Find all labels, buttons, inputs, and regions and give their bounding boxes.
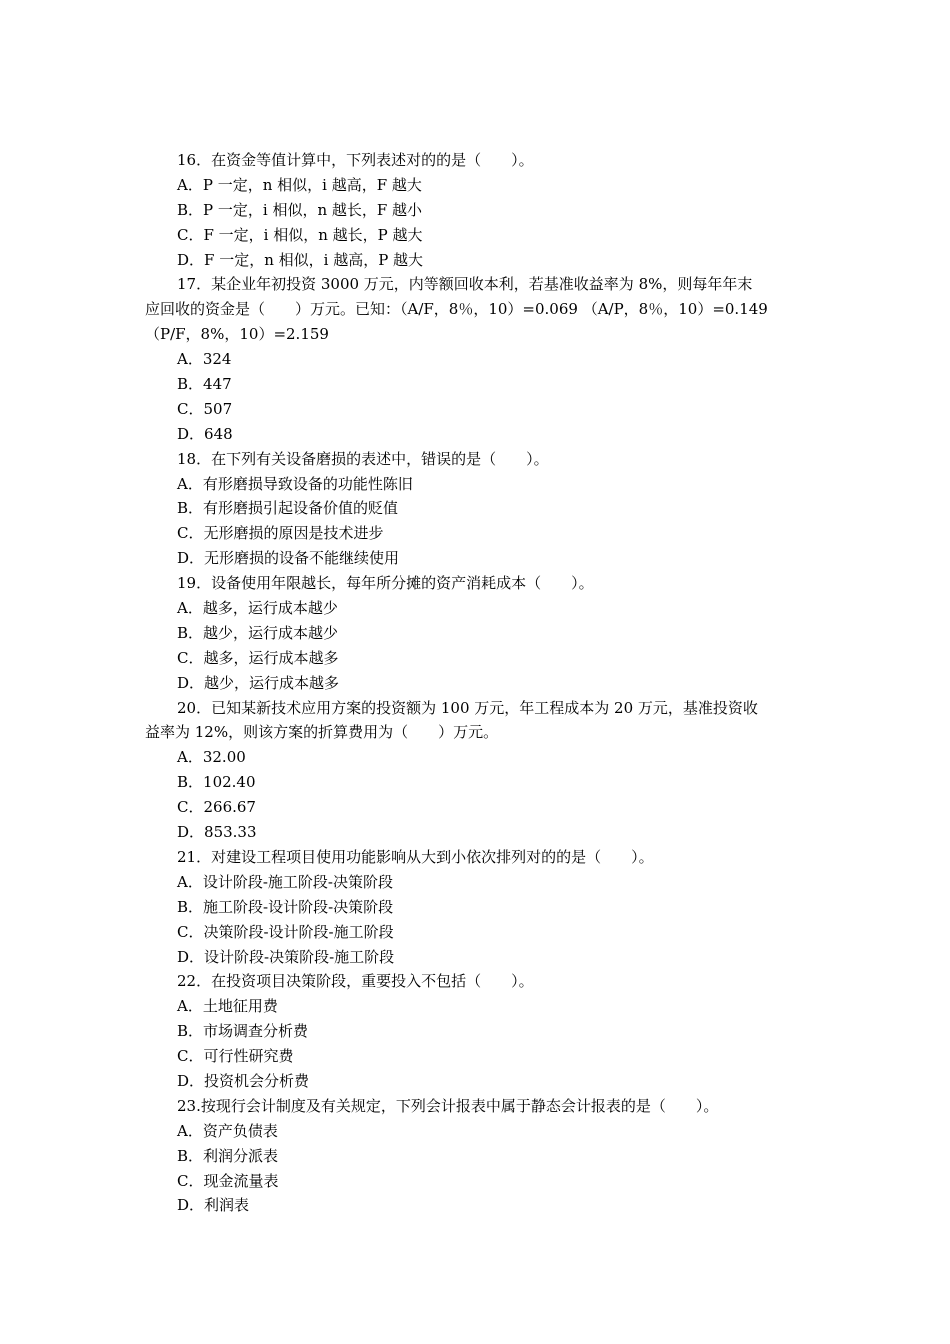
question-18-option-d: D．无形磨损的设备不能继续使用	[177, 549, 400, 568]
question-17-stem-line-1: 17．某企业年初投资 3000 万元，内等额回收本利，若基准收益率为 8%，则每年年末	[177, 275, 753, 294]
question-16-stem: 16．在资金等值计算中，下列表述对的的是（ ）。	[177, 151, 534, 169]
question-19-option-a: A．越多，运行成本越少	[177, 599, 338, 618]
question-20-stem-line-2: 益率为 12%，则该方案的折算费用为（ ）万元。	[145, 723, 499, 742]
question-23-option-d: D．利润表	[177, 1196, 250, 1215]
question-23-option-a: A．资产负债表	[177, 1121, 278, 1140]
question-17-option-a: A．324	[177, 350, 232, 369]
question-17-option-d: D．648	[177, 424, 233, 443]
question-22-option-a: A．土地征用费	[177, 997, 278, 1016]
question-17-option-c: C．507	[177, 399, 233, 418]
question-19-option-b: B．越少，运行成本越少	[177, 623, 339, 642]
question-23-option-c: C．现金流量表	[177, 1171, 279, 1190]
question-22-option-d: D．投资机会分析费	[177, 1071, 310, 1090]
question-22-option-b: B．市场调查分析费	[177, 1022, 309, 1041]
question-list	[145, 148, 810, 1218]
question-21-stem: 21．对建设工程项目使用功能影响从大到小依次排列对的的是（ ）。	[177, 847, 654, 866]
question-16-option-c: C．F 一定，i 相似，n 越长，P 越大	[177, 225, 423, 244]
question-22-stem: 22．在投资项目决策阶段，重要投入不包括（ ）。	[177, 972, 534, 991]
question-20-option-b: B．102.40	[177, 773, 256, 792]
question-18-option-c: C．无形磨损的原因是技术进步	[177, 524, 384, 543]
question-21-option-a: A．设计阶段-施工阶段-决策阶段	[177, 872, 393, 891]
question-18-option-b: B．有形磨损引起设备价值的贬值	[177, 499, 399, 518]
question-17-stem-line-2: 应回收的资金是（ ）万元。已知：（A/F，8％，10）=0.069 （A/P，8％，10）=0.149	[145, 300, 768, 319]
question-19-option-c: C．越多，运行成本越多	[177, 648, 339, 667]
question-22-option-c: C．可行性研究费	[177, 1047, 294, 1066]
question-23-option-b: B．利润分派表	[177, 1146, 279, 1165]
question-17-option-b: B．447	[177, 375, 232, 394]
question-20-option-a: A．32.00	[177, 748, 246, 767]
question-19-stem: 19．设备使用年限越长，每年所分摊的资产消耗成本（ ）。	[177, 574, 594, 593]
question-20-option-c: C．266.67	[177, 798, 256, 817]
question-16-option-d: D．F 一定，n 相似，i 越高，P 越大	[177, 250, 424, 269]
question-21-option-b: B．施工阶段-设计阶段-决策阶段	[177, 897, 394, 916]
question-17-stem-line-3: （P/F，8%，10）=2.159	[145, 325, 329, 344]
question-21-option-c: C．决策阶段-设计阶段-施工阶段	[177, 922, 394, 941]
question-16-option-b: B．P 一定，i 相似，n 越长，F 越小	[177, 200, 423, 219]
question-21-option-d: D．设计阶段-决策阶段-施工阶段	[177, 947, 395, 966]
question-20-stem-line-1: 20．已知某新技术应用方案的投资额为 100 万元，年工程成本为 20 万元，基准投资收	[177, 698, 758, 717]
question-18-stem: 18．在下列有关设备磨损的表述中，错误的是（ ）。	[177, 449, 549, 468]
question-18-option-a: A．有形磨损导致设备的功能性陈旧	[177, 474, 413, 493]
question-16-option-a: A．P 一定，n 相似，i 越高，F 越大	[177, 175, 422, 194]
question-19-option-d: D．越少，运行成本越多	[177, 673, 340, 692]
question-23-stem: 23.按现行会计制度及有关规定，下列会计报表中属于静态会计报表的是（ ）。	[177, 1096, 719, 1115]
question-20-option-d: D．853.33	[177, 823, 257, 842]
